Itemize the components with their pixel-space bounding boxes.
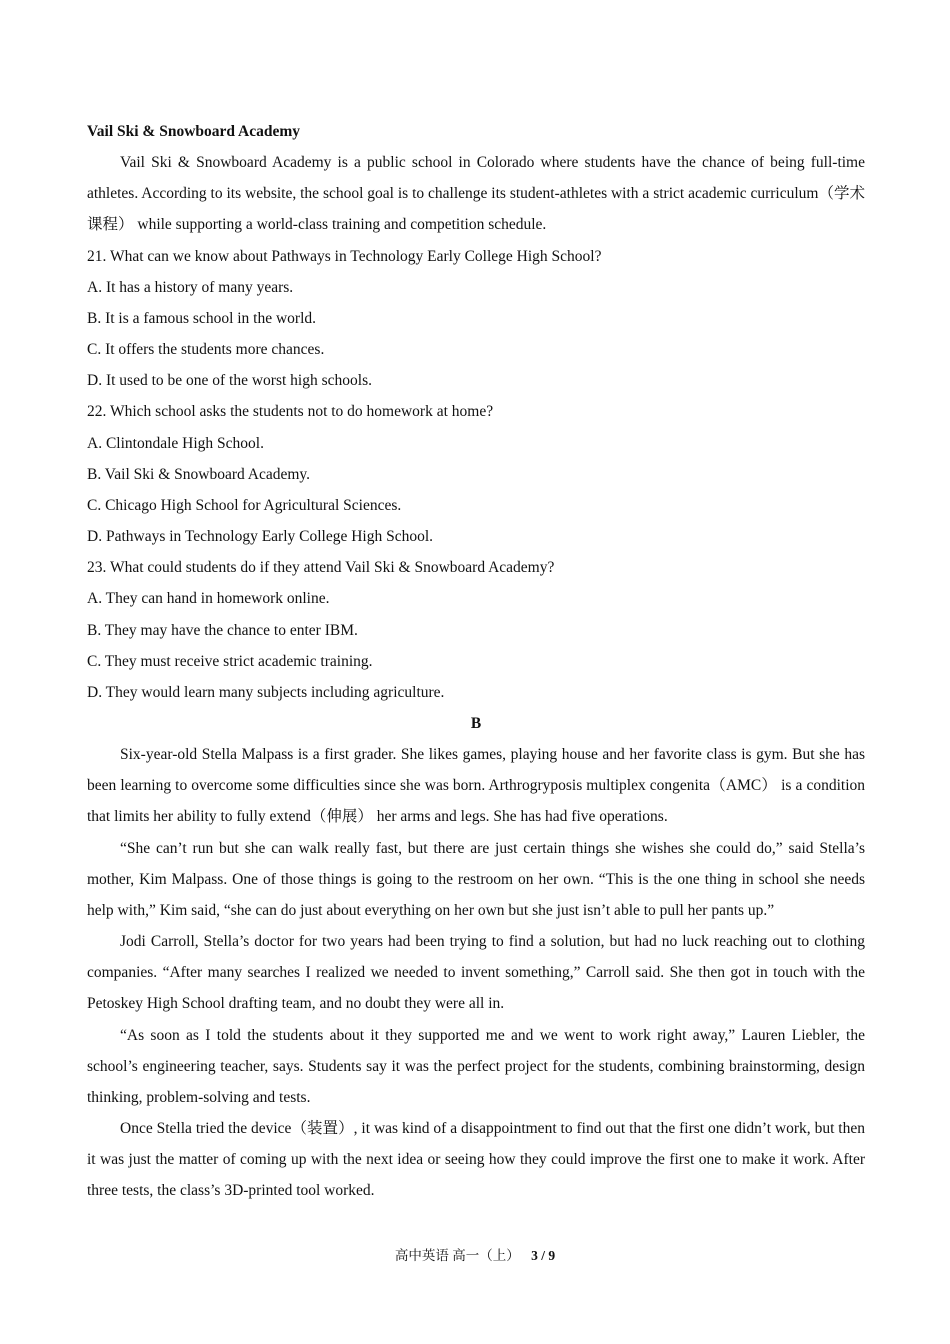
- answer-option: C. Chicago High School for Agricultural Sciences.: [87, 496, 402, 514]
- question-text: 22. Which school asks the students not to do homework at home?: [87, 403, 494, 421]
- section-b-paragraph: Once Stella tried the device（装置）, it was kind of a disappointment to find out that the first one didn’t work, but then it was just the matter of coming up with the next idea or seeing how they could improve the first one to make it work. After three tests, the class’s 3D-printed tool worked.: [87, 1120, 865, 1200]
- answer-option: C. It offers the students more chances.: [87, 341, 325, 359]
- answer-option: A. Clintondale High School.: [87, 434, 264, 452]
- question-23: [87, 552, 865, 708]
- section-b-paragraph: “She can’t run but she can walk really fast, but there are just certain things she wishes she could do,” said Stella’s mother, Kim Malpass. One of those things is going to the restroom on her own. “This is the one thing in school she needs help with,” Kim said, “she can do just about everything on her own but she just isn’t able to pull her pants up.”: [87, 839, 865, 919]
- section-b-paragraph: Six-year-old Stella Malpass is a first grader. She likes games, playing house and her favorite class is gym. But she has been learning to overcome some difficulties since she was born. Arthrogryposis multiplex congenita（AMC） is a condition that limits her ability to fully extend（伸展） her arms and legs. She has had five operations.: [87, 746, 865, 826]
- footer-label: 高中英语 高一（上）: [394, 1248, 520, 1263]
- answer-option: B. They may have the chance to enter IBM.: [87, 621, 358, 639]
- answer-option: D. Pathways in Technology Early College High School.: [87, 528, 434, 546]
- answer-option: A. It has a history of many years.: [87, 278, 294, 296]
- question-21: [87, 241, 865, 397]
- question-text: 23. What could students do if they attend Vail Ski & Snowboard Academy?: [87, 559, 555, 577]
- section-title: Vail Ski & Snowboard Academy: [87, 123, 301, 140]
- answer-option: B. Vail Ski & Snowboard Academy.: [87, 465, 311, 483]
- answer-option: D. It used to be one of the worst high schools.: [87, 372, 372, 390]
- section-b-paragraph: “As soon as I told the students about it they supported me and we went to work right away,” Lauren Liebler, the school’s engineering teacher, says. Students say it was the perfect project for the students, combining brainstorming, design thinking, problem-solving and tests.: [87, 1026, 865, 1106]
- page-number: 3 / 9: [531, 1248, 556, 1263]
- answer-option: B. It is a famous school in the world.: [87, 309, 317, 327]
- answer-option: A. They can hand in homework online.: [87, 590, 330, 608]
- document-page: [87, 116, 865, 1206]
- section-b-paragraph: Jodi Carroll, Stella’s doctor for two years had been trying to find a solution, but had no luck reaching out to clothing companies. “After many searches I realized we needed to invent something,” Carroll said. She then got in touch with the Petoskey High School drafting team, and no doubt they were all in.: [87, 933, 865, 1013]
- answer-option: C. They must receive strict academic training.: [87, 652, 373, 670]
- question-text: 21. What can we know about Pathways in Technology Early College High School?: [87, 247, 602, 265]
- section-b-label: B: [470, 714, 482, 732]
- page-footer: [0, 1244, 950, 1264]
- question-22: [87, 396, 865, 552]
- section-a-paragraph: Vail Ski & Snowboard Academy is a public school in Colorado where students have the chance of being full-time athletes. According to its website, the school goal is to challenge its student-athletes with a strict academic curriculum（学术课程） while supporting a world-class training and competition schedule.: [87, 154, 865, 234]
- answer-option: D. They would learn many subjects including agriculture.: [87, 683, 445, 701]
